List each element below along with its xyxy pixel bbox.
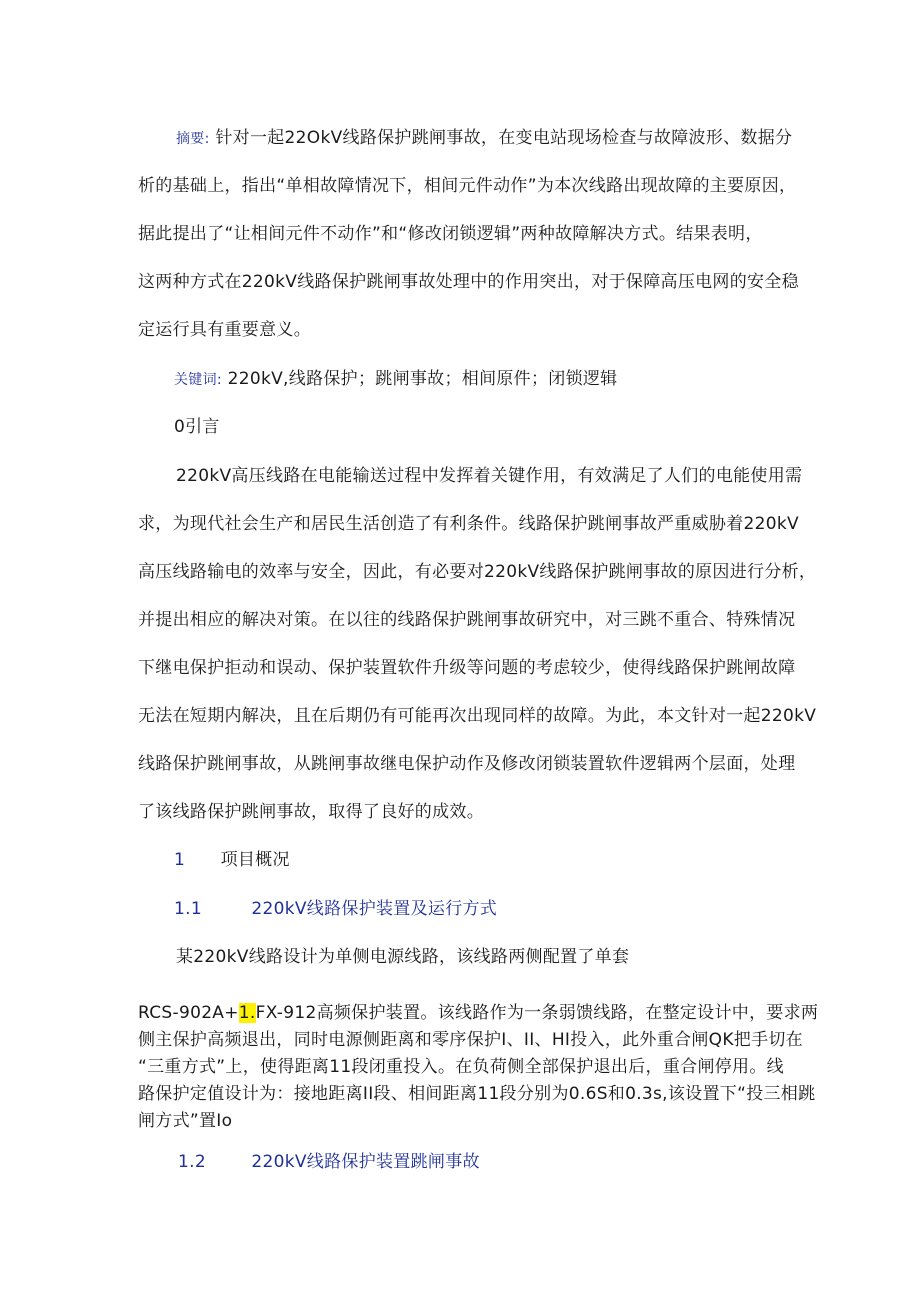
intro-line-3: 高压线路输电的效率与安全，因此，有必要对220kV线路保护跳闸事故的原因进行分析， [138,562,817,582]
abstract-line-5: 定运行具有重要意义。 [138,320,311,340]
section-1-1-title: 220kV线路保护装置及运行方式 [251,899,498,919]
model-prefix: RCS-902A+ [138,1003,239,1023]
section-1-1-heading [174,897,497,921]
abstract-label: 摘要: [176,131,210,147]
keywords-line [174,367,617,392]
abstract-line-3: 据此提出了“让相间元件不动作”和“修改闭锁逻辑”两种故障解决方式。结果表明， [138,224,763,244]
highlight-mark: 1. [238,1003,256,1023]
section-1-heading [174,848,290,872]
intro-line-1: 220kV高压线路在电能输送过程中发挥着关键作用，有效满足了人们的电能使用需 [176,466,803,486]
abstract-text: 针对一起22OkV线路保护跳闸事故，在变电站现场检查与故障波形、数据分 [215,128,793,148]
keywords-label: 关键词: [174,372,222,388]
intro-line-4: 并提出相应的解决对策。在以往的线路保护跳闸事故研究中，对三跳不重合、特殊情况 [138,610,796,630]
section-1-2-title: 220kV线路保护装置跳闸事故 [251,1152,480,1172]
section-1-1-line-2: 侧主保护高频退出，同时电源侧距离和零序保护I、II、HI投入，此外重合闸QK把手切在 [138,1030,803,1050]
section-1-1-number: 1.1 [174,899,202,919]
model-suffix: FX-912高频保护装置。该线路作为一条弱馈线路，在整定设计中，要求两 [255,1003,819,1023]
abstract-line-4: 这两种方式在220kV线路保护跳闸事故处理中的作用突出，对于保障高压电网的安全稳 [138,272,799,292]
intro-line-7: 线路保护跳闸事故，从跳闸事故继电保护动作及修改闭锁装置软件逻辑两个层面，处理 [138,754,796,774]
section-1-number: 1 [174,850,186,870]
abstract-line-2: 析的基础上，指出“单相故障情况下，相间元件动作”为本次线路出现故障的主要原因， [138,176,797,196]
intro-heading: 0引言 [174,417,220,437]
abstract-line-1 [176,126,792,151]
intro-line-5: 下继电保护拒动和误动、保护装置软件升级等问题的考虑较少，使得线路保护跳闸故障 [138,658,796,678]
intro-line-8: 了该线路保护跳闸事故，取得了良好的成效。 [138,802,484,822]
section-1-1-line-1 [138,1001,818,1025]
section-1-2-number: 1.2 [178,1152,206,1172]
section-1-title: 项目概况 [220,850,290,870]
intro-line-2: 求，为现代社会生产和居民生活创造了有利条件。线路保护跳闸事故严重威胁着220kV [138,514,799,534]
section-1-2-heading [178,1150,480,1174]
intro-line-6: 无法在短期内解决，且在后期仍有可能再次出现同样的故障。为此，本文针对一起220kV [138,706,817,726]
section-1-1-line-5: 闸方式”置Io [138,1111,233,1131]
keywords-text: 220kV,线路保护；跳闸事故；相间原件；闭锁逻辑 [227,369,618,389]
section-1-1-line-4: 路保护定值设计为：接地距离II段、相间距离11段分别为0.6S和0.3s,该设置下“投三相跳 [138,1084,816,1104]
section-1-1-line-3: “三重方式”上，使得距离11段闭重投入。在负荷侧全部保护退出后，重合闸停用。线 [138,1057,784,1077]
section-1-1-intro: 某220kV线路设计为单侧电源线路，该线路两侧配置了单套 [176,947,630,967]
